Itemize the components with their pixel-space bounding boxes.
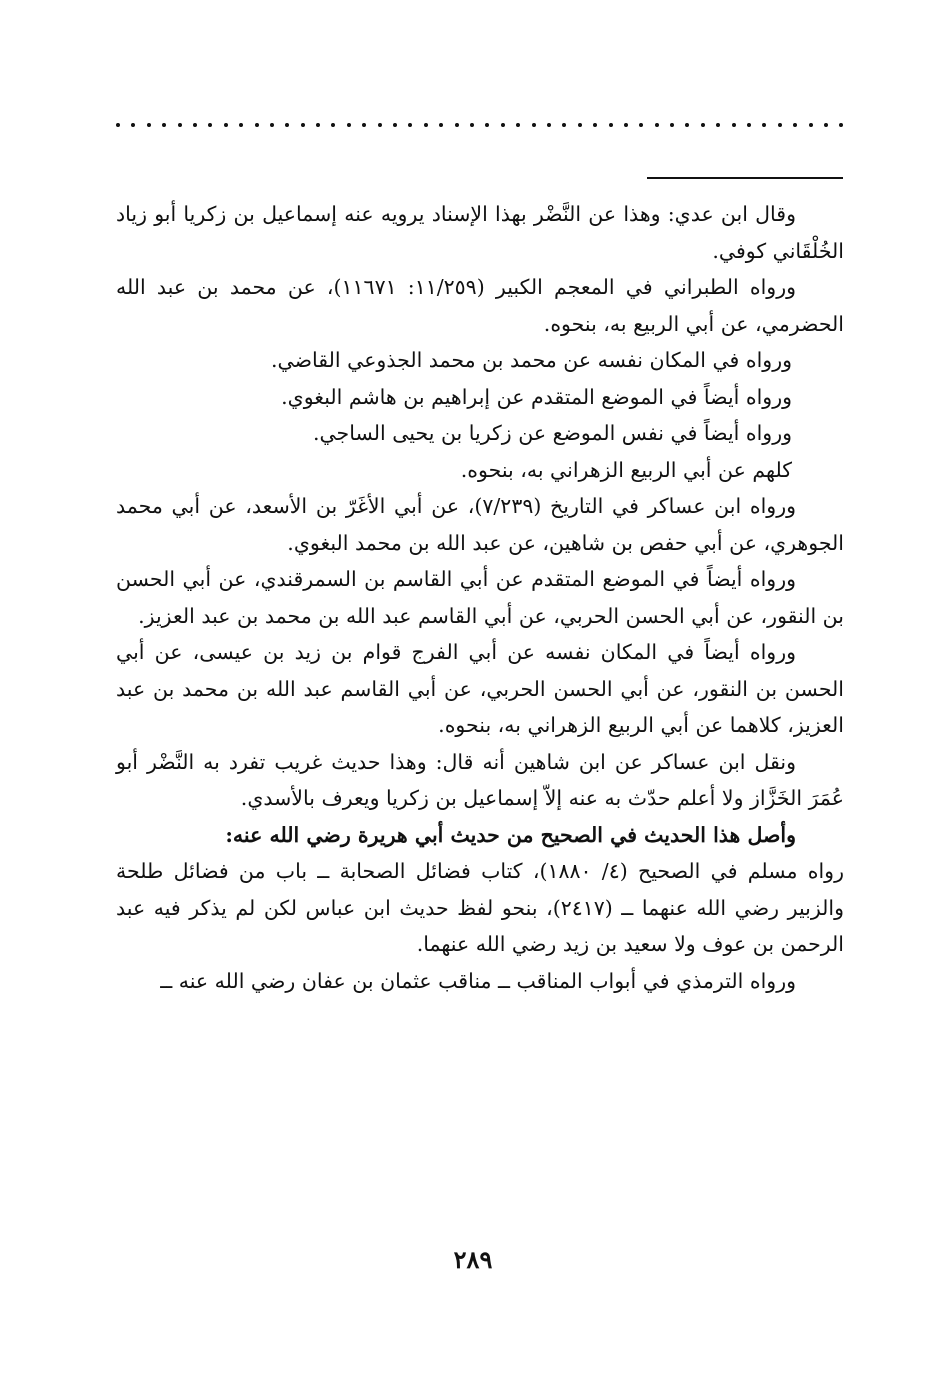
page-number: ٢٨٩ bbox=[453, 1245, 493, 1274]
footnote-rule bbox=[647, 177, 843, 179]
paragraph: ورواه ابن عساكر في التاريخ (٧/٢٣٩)، عن أبي الأغَرّ بن الأسعد، عن أبي محمد الجوهري، عن أبي حفص بن شاهين، عن عبد الله بن محمد البغوي. bbox=[116, 494, 844, 555]
paragraph: كلهم عن أبي الربيع الزهراني به، بنحوه. bbox=[460, 457, 792, 482]
paragraph: ورواه الترمذي في أبواب المناقب ــ مناقب عثمان بن عفان رضي الله عنه ــ bbox=[160, 968, 796, 993]
paragraph: ورواه أيضاً في المكان نفسه عن أبي الفرج قوام بن زيد بن عيسى، عن أبي الحسن بن النقور، عن أبي الحسن الحربي، عن أبي القاسم عبد الله بن محمد بن عبد العزيز، كلاهما عن أبي الربيع الزهراني به، بنحوه. bbox=[116, 640, 844, 737]
paragraph: ورواه أيضاً في الموضع المتقدم عن أبي القاسم بن السمرقندي، عن أبي الحسن بن النقور، عن أبي الحسن الحربي، عن أبي القاسم عبد الله بن محمد بن عبد العزيز. bbox=[116, 567, 844, 628]
paragraph: ونقل ابن عساكر عن ابن شاهين أنه قال: وهذا حديث غريب تفرد به النَّضْر أبو عُمَرَ الخَزَّاز ولا أعلم حدّث به عنه إلاّ إسماعيل بن زكريا ويعرف بالأسدي. bbox=[116, 749, 844, 810]
paragraph: ورواه في المكان نفسه عن محمد بن محمد الجذوعي القاضي. bbox=[271, 348, 792, 372]
paragraph: وقال ابن عدي: وهذا عن النَّضْر بهذا الإسناد يرويه عنه إسماعيل بن زكريا أبو زياد الخُلْقَاني كوفي. bbox=[116, 202, 844, 263]
paragraph: ورواه أيضاً في الموضع المتقدم عن إبراهيم بن هاشم البغوي. bbox=[281, 384, 792, 409]
footnote-body bbox=[116, 196, 844, 999]
section-heading: وأصل هذا الحديث في الصحيح من حديث أبي هريرة رضي الله عنه: bbox=[225, 822, 796, 847]
paragraph: ورواه أيضاً في نفس الموضع عن زكريا بن يحيى الساجي. bbox=[312, 421, 792, 445]
dotted-separator bbox=[116, 121, 844, 129]
paragraph: ورواه الطبراني في المعجم الكبير (١١/٢٥٩: ١١٦٧١)، عن محمد بن عبد الله الحضرمي، عن أبي الربيع به، بنحوه. bbox=[116, 275, 844, 336]
paragraph: رواه مسلم في الصحيح (٤/ ١٨٨٠)، كتاب فضائل الصحابة ــ باب من فضائل طلحة والزبير رضي الله عنهما ــ (٢٤١٧)، بنحو لفظ حديث ابن عباس لكن لم يذكر فيه عبد الرحمن بن عوف ولا سعيد بن زيد رضي الله عنهما. bbox=[116, 859, 844, 956]
